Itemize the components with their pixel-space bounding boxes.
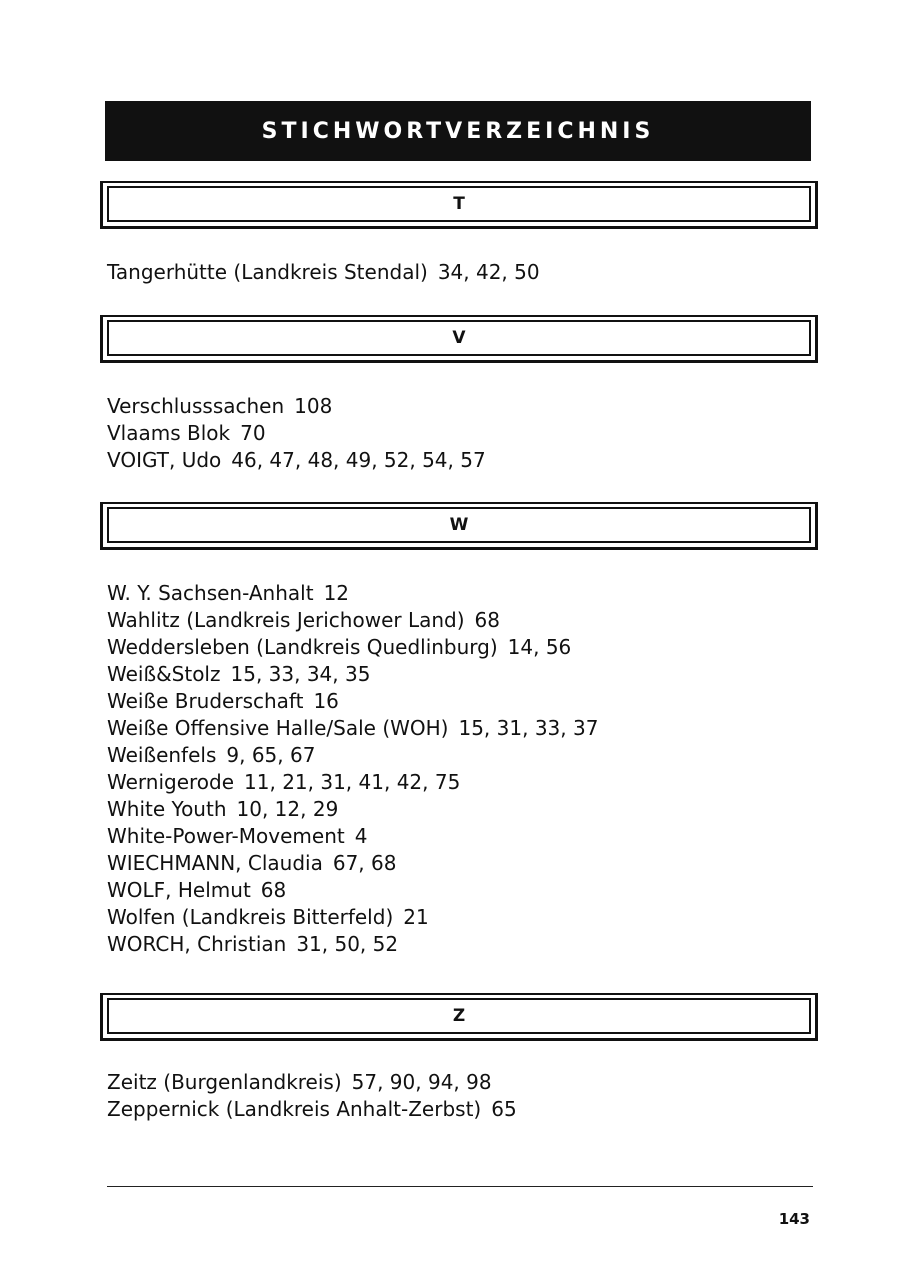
entry-pages: 10, 12, 29 — [236, 797, 339, 821]
index-entry — [107, 904, 598, 931]
entry-term: WOLF, Helmut — [107, 878, 251, 902]
footer-rule — [107, 1186, 813, 1187]
entry-term: Wahlitz (Landkreis Jerichower Land) — [107, 608, 465, 632]
index-entry — [107, 447, 486, 474]
entry-pages: 21 — [403, 905, 429, 929]
entry-pages: 15, 33, 34, 35 — [230, 662, 371, 686]
entry-term: Zeitz (Burgenlandkreis) — [107, 1070, 342, 1094]
index-entry — [107, 850, 598, 877]
entry-pages: 9, 65, 67 — [226, 743, 316, 767]
entry-term: WIECHMANN, Claudia — [107, 851, 323, 875]
entry-term: VOIGT, Udo — [107, 448, 222, 472]
index-entry — [107, 420, 486, 447]
entry-term: Weiß&Stolz — [107, 662, 221, 686]
section-header-t — [100, 181, 818, 229]
section-letter: W — [449, 514, 469, 535]
index-entry — [107, 796, 598, 823]
entry-term: Wernigerode — [107, 770, 235, 794]
entry-pages: 68 — [260, 878, 287, 902]
entry-pages: 4 — [354, 824, 368, 848]
entry-pages: 57, 90, 94, 98 — [351, 1070, 492, 1094]
section-header-w — [100, 502, 818, 550]
section-w-entries — [107, 580, 598, 958]
section-header-z — [100, 993, 818, 1041]
entry-pages: 68 — [474, 608, 500, 632]
entry-pages: 70 — [240, 421, 266, 445]
index-entry — [107, 259, 540, 286]
index-entry — [107, 715, 598, 742]
entry-term: White-Power-Movement — [107, 824, 345, 848]
entry-pages: 34, 42, 50 — [437, 260, 540, 284]
index-entry — [107, 1069, 517, 1096]
entry-pages: 67, 68 — [332, 851, 397, 875]
entry-term: Weiße Bruderschaft — [107, 689, 304, 713]
entry-pages: 65 — [491, 1097, 517, 1121]
entry-pages: 14, 56 — [507, 635, 572, 659]
section-z-entries — [107, 1069, 517, 1123]
index-entry — [107, 931, 598, 958]
index-entry — [107, 661, 598, 688]
index-entry — [107, 393, 486, 420]
section-header-v — [100, 315, 818, 363]
section-letter: Z — [452, 1005, 466, 1026]
entry-term: Zeppernick (Landkreis Anhalt-Zerbst) — [107, 1097, 482, 1121]
entry-term: White Youth — [107, 797, 227, 821]
index-entry — [107, 742, 598, 769]
entry-term: WORCH, Christian — [107, 932, 287, 956]
entry-term: Weddersleben (Landkreis Quedlinburg) — [107, 635, 498, 659]
entry-pages: 15, 31, 33, 37 — [458, 716, 599, 740]
page-number: 143 — [778, 1210, 810, 1228]
index-entry — [107, 607, 598, 634]
entry-pages: 11, 21, 31, 41, 42, 75 — [244, 770, 461, 794]
index-entry — [107, 688, 598, 715]
entry-term: Weiße Offensive Halle/Sale (WOH) — [107, 716, 449, 740]
index-entry — [107, 580, 598, 607]
index-entry — [107, 634, 598, 661]
index-entry — [107, 769, 598, 796]
entry-pages: 31, 50, 52 — [296, 932, 399, 956]
entry-pages: 12 — [323, 581, 350, 605]
entry-pages: 108 — [294, 394, 333, 418]
entry-term: Tangerhütte (Landkreis Stendal) — [107, 260, 428, 284]
entry-term: Weißenfels — [107, 743, 217, 767]
entry-term: W. Y. Sachsen-Anhalt — [107, 581, 314, 605]
entry-term: Vlaams Blok — [107, 421, 231, 445]
entry-term: Verschlusssachen — [107, 394, 285, 418]
entry-pages: 46, 47, 48, 49, 52, 54, 57 — [231, 448, 486, 472]
section-letter: T — [453, 193, 465, 214]
entry-pages: 16 — [313, 689, 339, 713]
section-v-entries — [107, 393, 486, 474]
entry-term: Wolfen (Landkreis Bitterfeld) — [107, 905, 394, 929]
index-entry — [107, 823, 598, 850]
index-title: STICHWORTVERZEICHNIS — [105, 101, 811, 161]
index-entry — [107, 877, 598, 904]
section-t-entries — [107, 259, 540, 286]
index-entry — [107, 1096, 517, 1123]
section-letter: V — [452, 327, 466, 348]
